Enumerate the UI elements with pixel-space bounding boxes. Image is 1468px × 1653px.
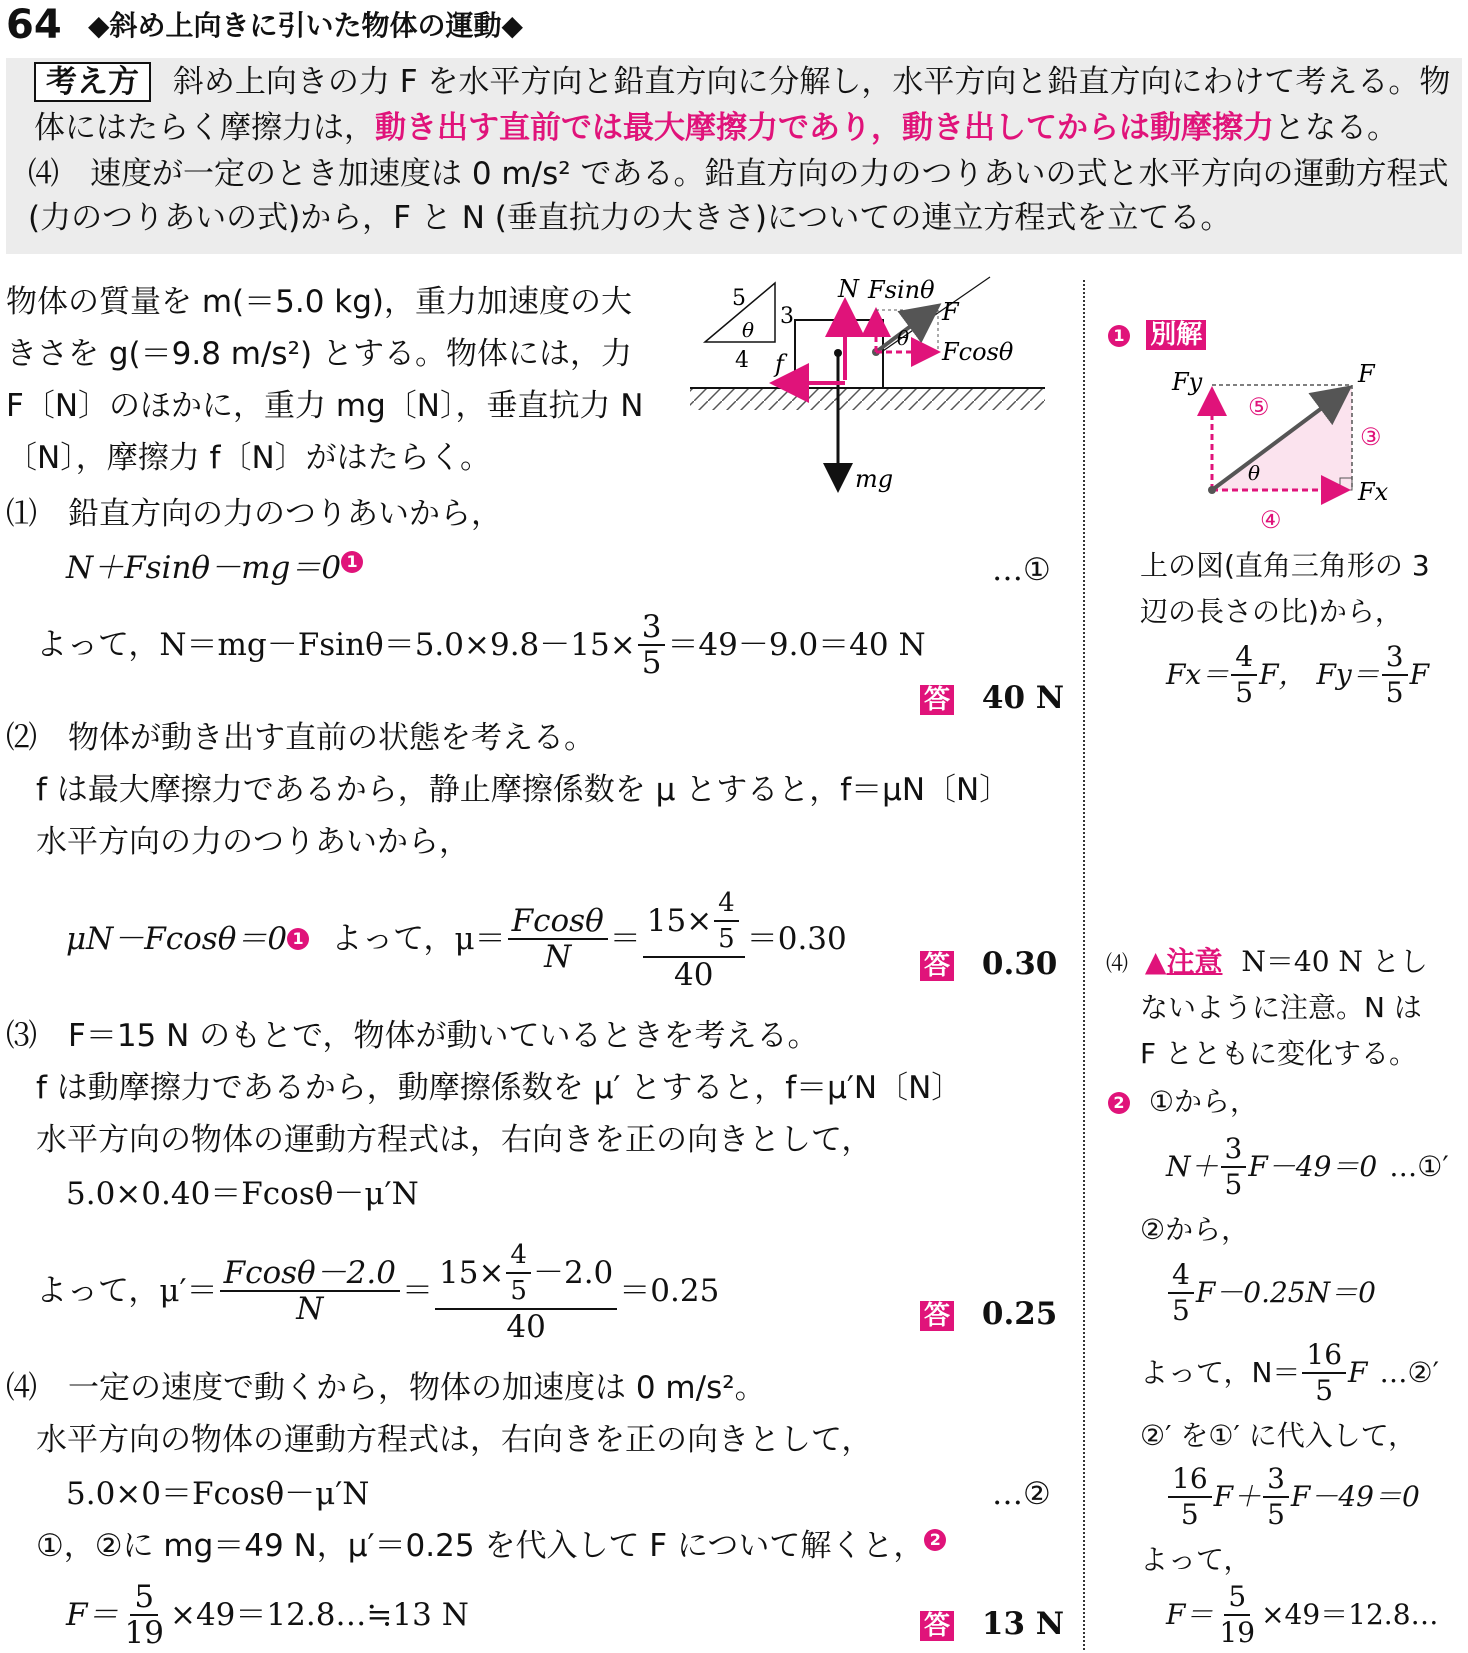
q1-head: ⑴ 鉛直方向の力のつりあいから， (6, 496, 502, 532)
intro-line-4: 〔N〕，摩擦力 f〔N〕がはたらく。 (6, 440, 492, 476)
side-text-1: 上の図(直角三角形の 3 (1140, 549, 1430, 582)
q3-fraction-2: 15× $\frac{4}{5}$ －2.0 40 (435, 1238, 617, 1344)
q1-res-a: よって，N＝mg－Fsinθ＝5.0×9.8－15× (36, 627, 636, 663)
side-text-2: 辺の長さの比)から， (1140, 595, 1403, 628)
side-note-4: ⑷ ▲注意 N＝40 N とし (1106, 945, 1428, 978)
q4-line-1: 水平方向の物体の運動方程式は，右向きを正の向きとして， (36, 1422, 873, 1458)
label-f: F (942, 298, 959, 326)
q1-answer-value: 40 N (981, 680, 1065, 716)
ref-badge-1-side: 1 (1108, 325, 1130, 347)
intro-line-1: 物体の質量を m(＝5.0 kg)，重力加速度の大 (6, 284, 633, 320)
label-f: F (1358, 360, 1375, 388)
center-dot (834, 349, 842, 357)
label-friction: f (775, 350, 784, 378)
q2-fraction-1: $\frac{Fcos\theta}{N}$ (508, 904, 608, 974)
component-diagram (1160, 360, 1460, 540)
intro-line-2: きさを g(＝9.8 m/s²) とする。物体には，力 (6, 336, 632, 372)
q3-answer (920, 1294, 1057, 1336)
label-fcos: Fcosθ (942, 338, 1014, 366)
q2-answer (920, 944, 1057, 986)
q3-eq-b: ＝ (402, 1273, 433, 1309)
q3-fraction-1: $\frac{Fcos\theta-2.0}{N}$ (220, 1256, 400, 1326)
ref-badge-2-side: 2 (1108, 1092, 1130, 1114)
label-c5: ⑤ (1248, 393, 1270, 421)
tri-4: 4 (735, 348, 749, 373)
hint-line-2 (34, 108, 1398, 148)
q4-l3: ①，②に mg＝49 N，μ′＝0.25 を代入して F について解くと， (36, 1528, 925, 1564)
intro-line-3: F〔N〕のほかに，重力 mg〔N〕，垂直抗力 N (6, 388, 644, 424)
ref-badge-1b: 1 (287, 928, 309, 950)
q2-eq-d: ＝0.30 (746, 921, 847, 957)
q4-fraction: $\frac{5}{19}$ (124, 1579, 164, 1651)
problem-number: 64 (6, 2, 62, 48)
betsukai-label: 別解 (1146, 320, 1206, 350)
label-c4: ④ (1260, 506, 1282, 534)
q1-tag: …① (992, 552, 1051, 588)
q1-equation (66, 548, 363, 588)
side-note-4-line-3: F とともに変化する。 (1140, 1037, 1418, 1070)
q4-answer-value: 13 N (981, 1606, 1065, 1642)
ground-hatch (690, 388, 1045, 410)
hint-label: 考え方 (34, 62, 151, 102)
label-fx: Fx (1358, 478, 1389, 506)
side-components: Fx＝ $\frac{4}{5}$ F， Fy＝ $\frac{3}{5}$ F (1166, 640, 1430, 709)
side-eq-1: N＋ $\frac{3}{5}$ F－49＝0 …①′ (1166, 1132, 1449, 1201)
q3-eq-c: ＝0.25 (619, 1273, 720, 1309)
hint-highlight: 動き出す直前では最大摩擦力であり，動き出してからは動摩擦力 (375, 110, 1274, 146)
hint-text-2c: となる。 (1274, 110, 1398, 146)
q3-line-3: 5.0×0.40＝Fcosθ－μ′N (66, 1176, 419, 1212)
q4-eq-a: F＝ (66, 1597, 119, 1633)
chui-label: 注意 (1166, 945, 1223, 978)
column-divider (1083, 280, 1085, 1650)
q2-eq-b: よって，μ＝ (331, 921, 506, 957)
side-eq-3: よって，N＝ $\frac{16}{5}$ F …②′ (1140, 1338, 1439, 1407)
label-fy: Fy (1172, 368, 1203, 396)
q4-eq-b: ×49＝12.8…≒13 N (169, 1597, 469, 1633)
answer-badge: 答 (920, 1611, 954, 1641)
q3-answer-value: 0.25 (981, 1296, 1058, 1332)
q1-answer (920, 678, 1064, 720)
q3-line-1: f は動摩擦力であるから，動摩擦係数を μ′ とすると，f＝μ′N〔N〕 (36, 1070, 963, 1106)
tri-theta: θ (742, 318, 755, 342)
side-sol-2-head: 2 ①から， (1108, 1084, 1258, 1120)
q1-eq: N＋Fsinθ－mg＝0 (66, 550, 342, 586)
q1-result (36, 610, 926, 680)
q4-tag: …② (992, 1476, 1051, 1512)
q2-line-1: f は最大摩擦力であるから，静止摩擦係数を μ とすると，f＝μN〔N〕 (36, 772, 1011, 808)
q2-eq-c: ＝ (609, 921, 641, 957)
q4-answer (920, 1604, 1064, 1646)
q3-head: ⑶ F＝15 N のもとで，物体が動いているときを考える。 (6, 1018, 819, 1054)
side-eq-5: F＝ $\frac{5}{19}$ ×49＝12.8… (1166, 1580, 1439, 1649)
label-c3: ③ (1360, 423, 1382, 451)
tri-5: 5 (732, 286, 746, 311)
origin-dot (1208, 486, 1216, 494)
hint-line-3: ⑷ 速度が一定のとき加速度は 0 m/s² である。鉛直方向の力のつりあいの式と水平方向の運動方程式 (28, 156, 1449, 192)
q3-eq-a: よって，μ′＝ (36, 1273, 218, 1309)
problem-title: ◆斜め上向きに引いた物体の運動◆ (88, 9, 524, 42)
ref-badge-1: 1 (341, 551, 363, 573)
q2-head: ⑵ 物体が動き出す直前の状態を考える。 (6, 720, 595, 756)
ref-badge-2: 2 (924, 1529, 946, 1551)
q2-line-2: 水平方向の力のつりあいから， (36, 824, 470, 860)
side-eq-2: $\frac{4}{5}$ F－0.25N＝0 (1166, 1258, 1376, 1328)
hint-text-2a: 体にはたらく摩擦力は， (34, 110, 375, 146)
answer-badge: 答 (920, 685, 954, 715)
label-theta: θ (1248, 461, 1261, 485)
q3-line-2: 水平方向の物体の運動方程式は，右向きを正の向きとして， (36, 1122, 873, 1158)
label-theta: θ (897, 326, 910, 350)
q1-fraction: $\frac{3}{5}$ (638, 610, 666, 680)
force-diagram (680, 275, 1060, 530)
label-mg: mg (855, 465, 894, 493)
answer-badge: 答 (920, 951, 954, 981)
q2-eq-a: μN－Fcosθ＝0 (66, 921, 288, 957)
hint-line-1 (34, 62, 1450, 102)
q4-line-2: 5.0×0＝Fcosθ－μ′N (66, 1476, 370, 1512)
q4-head: ⑷ 一定の速度で動くから，物体の加速度は 0 m/s²。 (6, 1370, 766, 1406)
label-n: N (838, 275, 859, 303)
side-sol-s5: よって， (1140, 1543, 1252, 1576)
tri-3: 3 (780, 304, 794, 329)
warning-icon: ▲ (1144, 945, 1167, 978)
hint-text-1: 斜め上向きの力 F を水平方向と鉛直方向に分解し，水平方向と鉛直方向にわけて考える。物 (172, 64, 1451, 100)
hint-line-4: (力のつりあいの式)から，F と N (垂直抗力の大きさ)についての連立方程式を立てる。 (28, 200, 1232, 236)
q2-equation (66, 886, 847, 992)
q4-line-3 (36, 1526, 946, 1566)
betsukai-header (1108, 318, 1206, 352)
q1-res-b: ＝49－9.0＝40 N (667, 627, 926, 663)
side-sol-s4: ②′ を①′ に代入して， (1140, 1419, 1417, 1452)
side-eq-4: $\frac{16}{5}$ F＋ $\frac{3}{5}$ F－49＝0 (1166, 1462, 1420, 1532)
q3-equation (36, 1238, 719, 1344)
q4-equation (66, 1580, 469, 1650)
q2-answer-value: 0.30 (981, 946, 1058, 982)
answer-badge: 答 (920, 1301, 954, 1331)
label-fsin: Fsinθ (868, 276, 935, 304)
side-sol-s2: ②から， (1140, 1213, 1250, 1246)
q2-fraction-2: 15× $\frac{4}{5}$ 40 (643, 886, 745, 992)
side-note-4-line-2: ないように注意。N は (1140, 991, 1422, 1024)
